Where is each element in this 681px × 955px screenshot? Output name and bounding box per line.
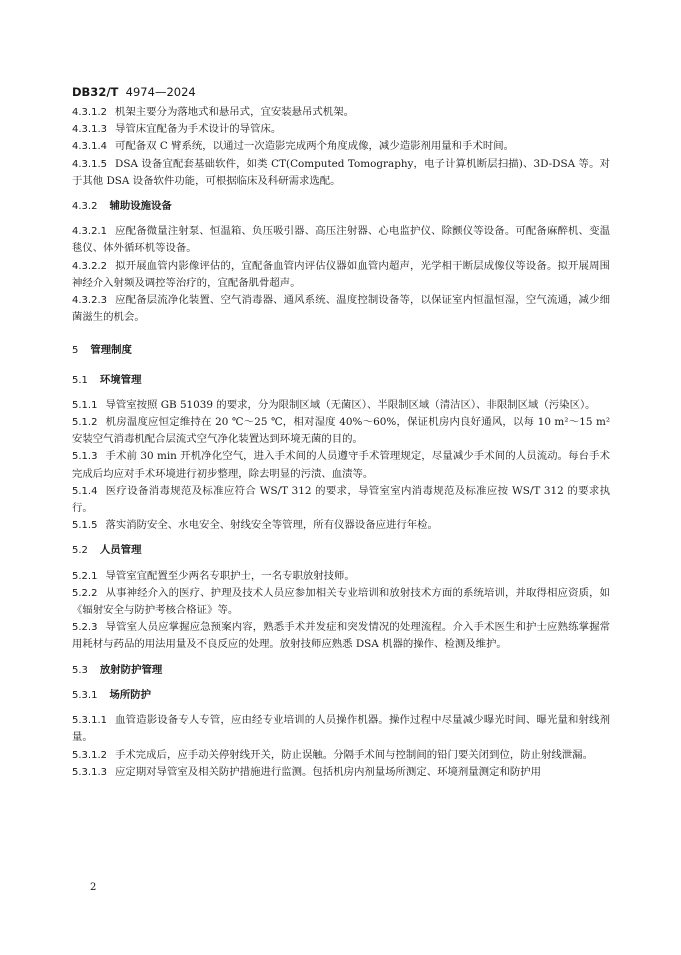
page-number: 2 [90, 882, 97, 893]
clause-4-3-2-1: 4.3.2.1 应配备微量注射泵、恒温箱、负压吸引器、高压注射器、心电监护仪、除颤仪等设备。可配备麻醉机、变温毯仪、体外循环机等设备。 [72, 225, 610, 255]
clause-5-3-1-1: 5.3.1.1 血管造影设备专人专管，应由经专业培训的人员操作机器。操作过程中尽量减少曝光时间、曝光量和射线剂量。 [72, 714, 610, 744]
clause-4-3-1-5: 4.3.1.5 DSA 设备宜配套基础软件，如类 CT(Computed Tomography，电子计算机断层扫描)、3D-DSA 等。对于其他 DSA 设备软件功能，可根据临床及科研需求选配。 [72, 157, 610, 187]
heading-4-3-2: 4.3.2 辅助设施设备 [72, 200, 172, 213]
clause-4-3-1-2: 4.3.1.2 机架主要分为落地式和悬吊式，宜安装悬吊式机架。 [72, 106, 354, 118]
clause-5-1-5: 5.1.5 落实消防安全、水电安全、射线安全等管理，所有仪器设备应进行年检。 [72, 519, 438, 532]
document-body [72, 104, 610, 781]
heading-5-3-1: 5.3.1 场所防护 [72, 688, 152, 701]
clause-4-3-1-3: 4.3.1.3 导管床宜配备为手术设计的导管床。 [72, 123, 282, 136]
clause-5-2-2: 5.2.2 从事神经介入的医疗、护理及技术人员应参加相关专业培训和放射技术方面的系统培训，并取得相应资质，如《辐射安全与防护考核合格证》等。 [72, 586, 610, 617]
heading-5-3: 5.3 放射防护管理 [72, 663, 163, 676]
clause-5-3-1-3: 5.3.1.3 应定期对导管室及相关防护措施进行监测。包括机房内剂量场所测定、环境剂量测定和防护用 [72, 765, 542, 778]
clause-5-1-4: 5.1.4 医疗设备消毒规范及标准应符合 WS/T 312 的要求，导管室室内消毒规范及标准应按 WS/T 312 的要求执行。 [72, 484, 610, 515]
clause-5-1-2: 5.1.2 机房温度应恒定维持在 20 ℃～25 ℃，相对湿度 40%～60%，保证机房内良好通风，以每 10 m²～15 m²安装空气消毒机配合层流式空气净化装置达到环境无菌的目的。 [72, 416, 610, 446]
heading-5: 5 管理制度 [72, 344, 132, 357]
heading-5-2: 5.2 人员管理 [72, 544, 142, 557]
clause-4-3-1-4: 4.3.1.4 可配备双 C 臂系统，以通过一次造影完成两个角度成像，减少造影剂用量和手术时间。 [72, 140, 515, 153]
document-code: DB32/T 4974—2024 [72, 85, 196, 99]
heading-5-1: 5.1 环境管理 [72, 373, 142, 386]
clause-5-2-1: 5.2.1 导管室宜配置至少两名专职护士，一名专职放射技师。 [72, 569, 355, 582]
clause-5-2-3: 5.2.3 导管室人员应掌握应急预案内容，熟悉手术并发症和突发情况的处理流程。介入手术医生和护士应熟练掌握常用耗材与药品的用法用量及不良反应的处理。放射技师应熟悉 DSA 机器的操作、检测及维护。 [72, 621, 610, 651]
clause-4-3-2-2: 4.3.2.2 拟开展血管内影像评估的，宜配备血管内评估仪器如血管内超声，光学相干断层成像仪等设备。拟开展周围神经介入射频及调控等治疗的，宜配备肌骨超声。 [72, 259, 610, 289]
clause-4-3-2-3: 4.3.2.3 应配备层流净化装置、空气消毒器、通风系统、温度控制设备等，以保证室内恒温恒湿，空气流通，减少细菌滋生的机会。 [72, 294, 610, 324]
clause-5-1-3: 5.1.3 手术前 30 min 开机净化空气，进入手术间的人员遵守手术管理规定，尽量减少手术间的人员流动。每台手术完成后均应对手术环境进行初步整理，除去明显的污渍、血渍等。 [72, 450, 610, 480]
clause-5-3-1-2: 5.3.1.2 手术完成后，应手动关停射线开关，防止误触。分隔手术间与控制间的铅门要关闭到位，防止射线泄漏。 [72, 748, 593, 761]
clause-5-1-1: 5.1.1 导管室按照 GB 51039 的要求，分为限制区域（无菌区）、半限制区域（清洁区）、非限制区域（污染区）。 [72, 398, 596, 411]
